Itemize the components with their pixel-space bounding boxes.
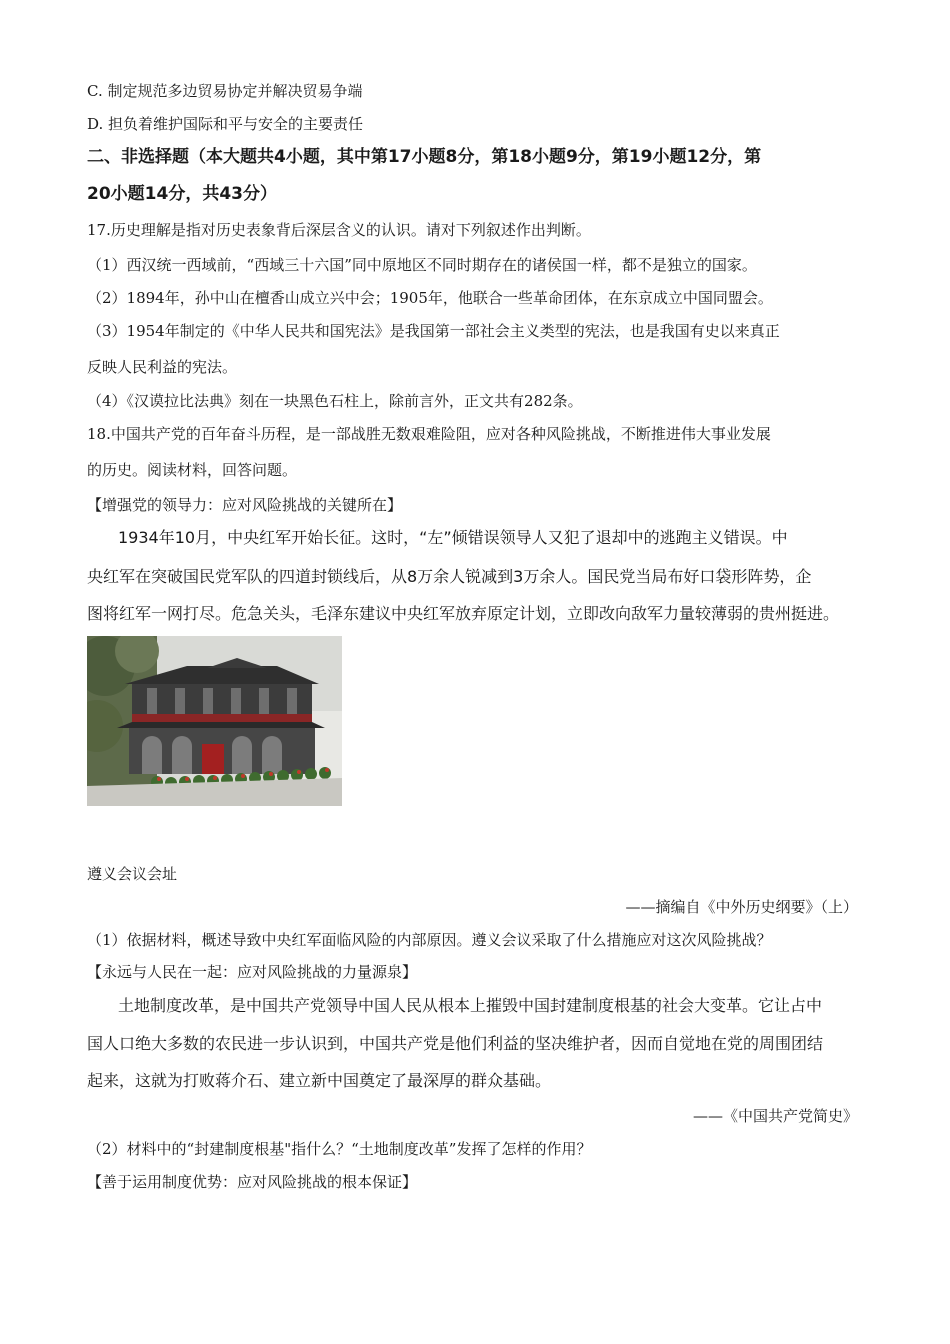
material1-line2: 央红军在突破国民党军队的四道封锁线后，从8万余人锐减到3万余人。国民党当局布好口袋形阵势，企 [87,567,812,586]
q17-item3-line2: 反映人民利益的宪法。 [87,358,238,376]
q17-item2: （2）1894年，孙中山在檀香山成立兴中会；1905年，他联合一些革命团体，在东京成立中国同盟会。 [87,289,773,307]
q17-item1: （1）西汉统一西域前，“西域三十六国”同中原地区不同时期存在的诸侯国一样，都不是独立的国家。 [87,256,757,274]
q18-stem-line1: 18.中国共产党的百年奋斗历程，是一部战胜无数艰难险阻，应对各种风险挑战，不断推进伟大事业发展 [87,425,771,443]
q17-stem: 17.历史理解是指对历史表象背后深层含义的认识。请对下列叙述作出判断。 [87,221,591,239]
q17-item4: （4）《汉谟拉比法典》刻在一块黑色石柱上，除前言外，正文共有282条。 [87,392,583,410]
q18-part3-title: 【善于运用制度优势：应对风险挑战的根本保证】 [87,1173,418,1191]
q18-part2-title: 【永远与人民在一起：应对风险挑战的力量源泉】 [87,963,418,981]
photo-caption: 遵义会议会址 [87,865,178,883]
option-d: D. 担负着维护国际和平与安全的主要责任 [87,115,364,133]
section-heading-line1: 二、非选择题（本大题共4小题，其中第17小题8分，第18小题9分，第19小题12分，第 [87,147,762,167]
material1-line1: 1934年10月，中央红军开始长征。这时，“左”倾错误领导人又犯了退却中的逃跑主义错误。中 [118,528,788,547]
q18-stem-line2: 的历史。阅读材料，回答问题。 [87,461,298,479]
q18-question2: （2）材料中的“封建制度根基"指什么？“土地制度改革”发挥了怎样的作用？ [87,1140,592,1158]
option-c: C. 制定规范多边贸易协定并解决贸易争端 [87,82,363,100]
source-1: ——摘编自《中外历史纲要》（上） [625,898,858,916]
material2-line2: 国人口绝大多数的农民进一步认识到，中国共产党是他们利益的坚决维护者，因而自觉地在党的周围团结 [87,1034,824,1053]
material1-line3: 图将红军一网打尽。危急关头，毛泽东建议中央红军放弃原定计划，立即改向敌军力量较薄弱的贵州挺进。 [87,604,840,623]
material2-line1: 土地制度改革，是中国共产党领导中国人民从根本上摧毁中国封建制度根基的社会大变革。它让占中 [118,996,823,1015]
material2-line3: 起来，这就为打败蒋介石、建立新中国奠定了最深厚的群众基础。 [87,1071,552,1090]
source-2: ——《中国共产党简史》 [692,1107,858,1125]
zunyi-conference-site-photo [87,636,342,806]
section-heading-line2: 20小题14分，共43分） [87,184,277,204]
q17-item3-line1: （3）1954年制定的《中华人民共和国宪法》是我国第一部社会主义类型的宪法，也是我国有史以来真正 [87,322,780,340]
q18-question1: （1）依据材料，概述导致中央红军面临风险的内部原因。遵义会议采取了什么措施应对这次风险挑战？ [87,931,772,949]
q18-part1-title: 【增强党的领导力：应对风险挑战的关键所在】 [87,496,403,514]
